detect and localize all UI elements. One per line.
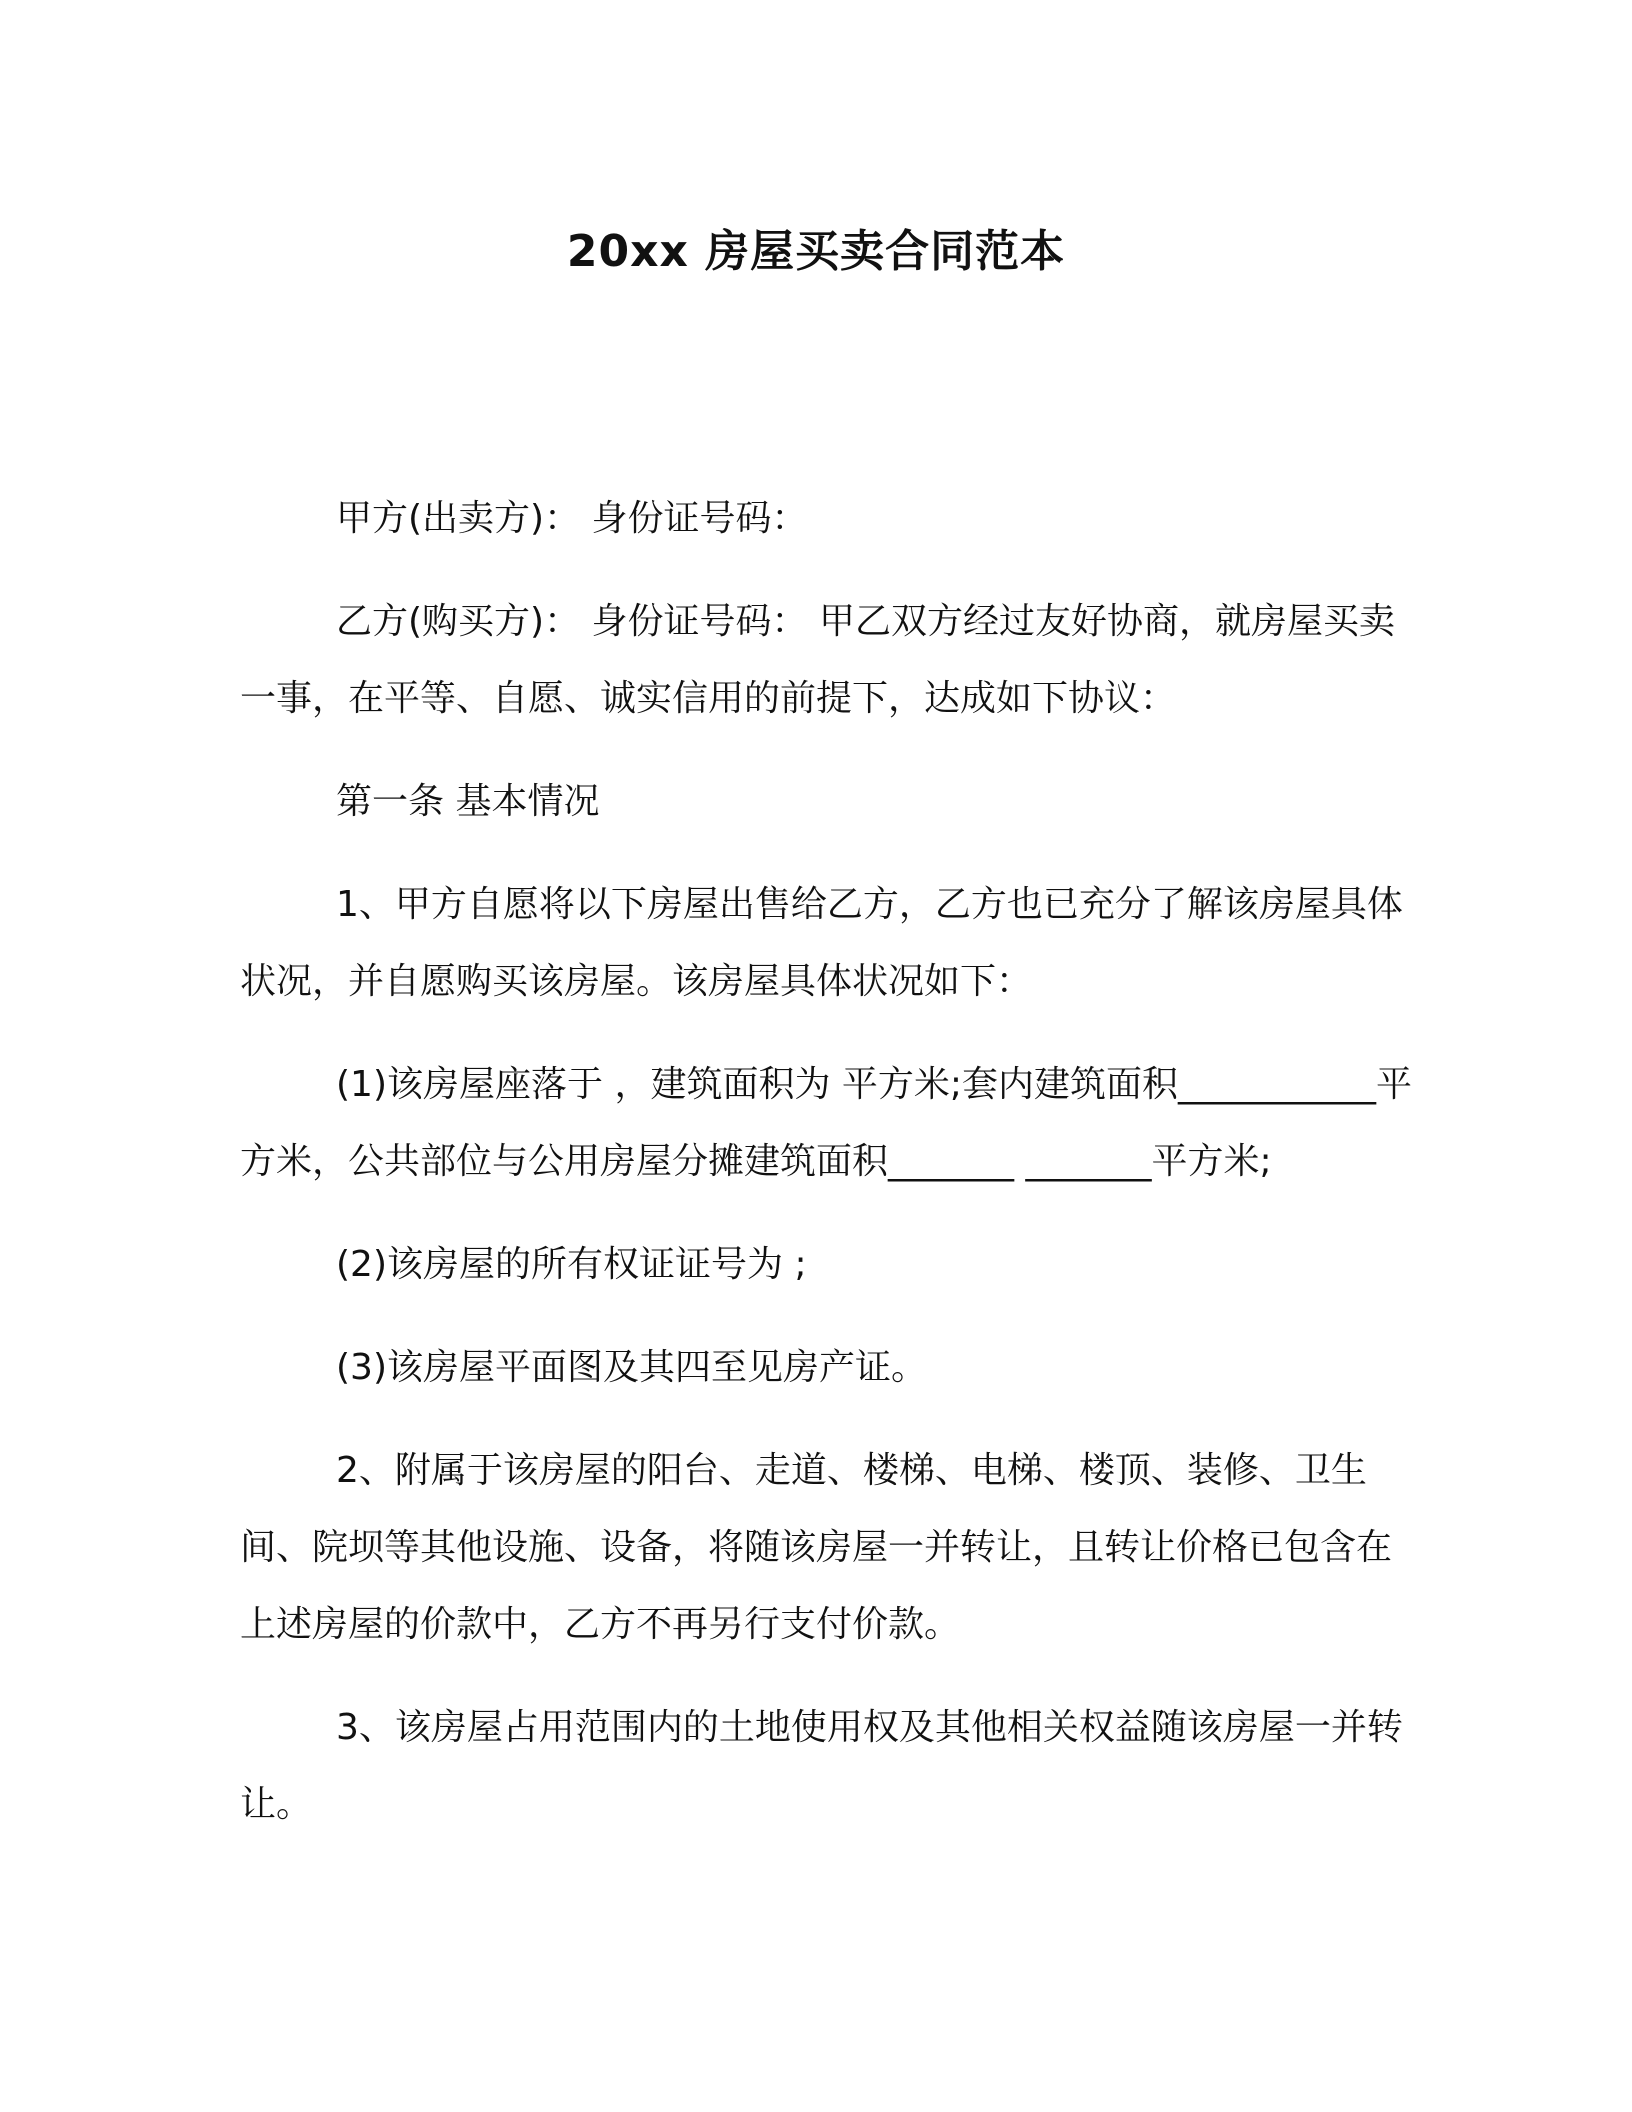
article-one-heading: 第一条 基本情况 bbox=[336, 781, 600, 822]
document-title: 20xx 房屋买卖合同范本 bbox=[566, 226, 1066, 277]
document-body bbox=[240, 480, 1416, 1869]
clause-2: 2、附属于该房屋的阳台、走道、楼梯、电梯、楼顶、装修、卫生间、院坝等其他设施、设备，将随该房屋一并转让，且转让价格已包含在上述房屋的价款中，乙方不再另行支付价款。 bbox=[240, 1450, 1393, 1645]
clause-3: 3、该房屋占用范围内的土地使用权及其他相关权益随该房屋一并转让。 bbox=[240, 1707, 1403, 1825]
party-a-line: 甲方(出卖方)： 身份证号码： bbox=[336, 498, 808, 539]
clause-1: 1、甲方自愿将以下房屋出售给乙方，乙方也已充分了解该房屋具体状况，并自愿购买该房屋。该房屋具体状况如下： bbox=[240, 884, 1403, 1002]
clause-1-item-3: (3)该房屋平面图及其四至见房产证。 bbox=[336, 1347, 927, 1388]
clause-1-item-2: (2)该房屋的所有权证证号为 ; bbox=[336, 1244, 807, 1285]
clause-1-item-1: (1)该房屋座落于 ，建筑面积为 平方米;套内建筑面积___________平方米，公共部位与公用房屋分摊建筑面积_______ _______平方米; bbox=[240, 1064, 1413, 1182]
party-b-line: 乙方(购买方)： 身份证号码： 甲乙双方经过友好协商，就房屋买卖一事，在平等、自愿、诚实信用的前提下，达成如下协议： bbox=[240, 601, 1395, 719]
